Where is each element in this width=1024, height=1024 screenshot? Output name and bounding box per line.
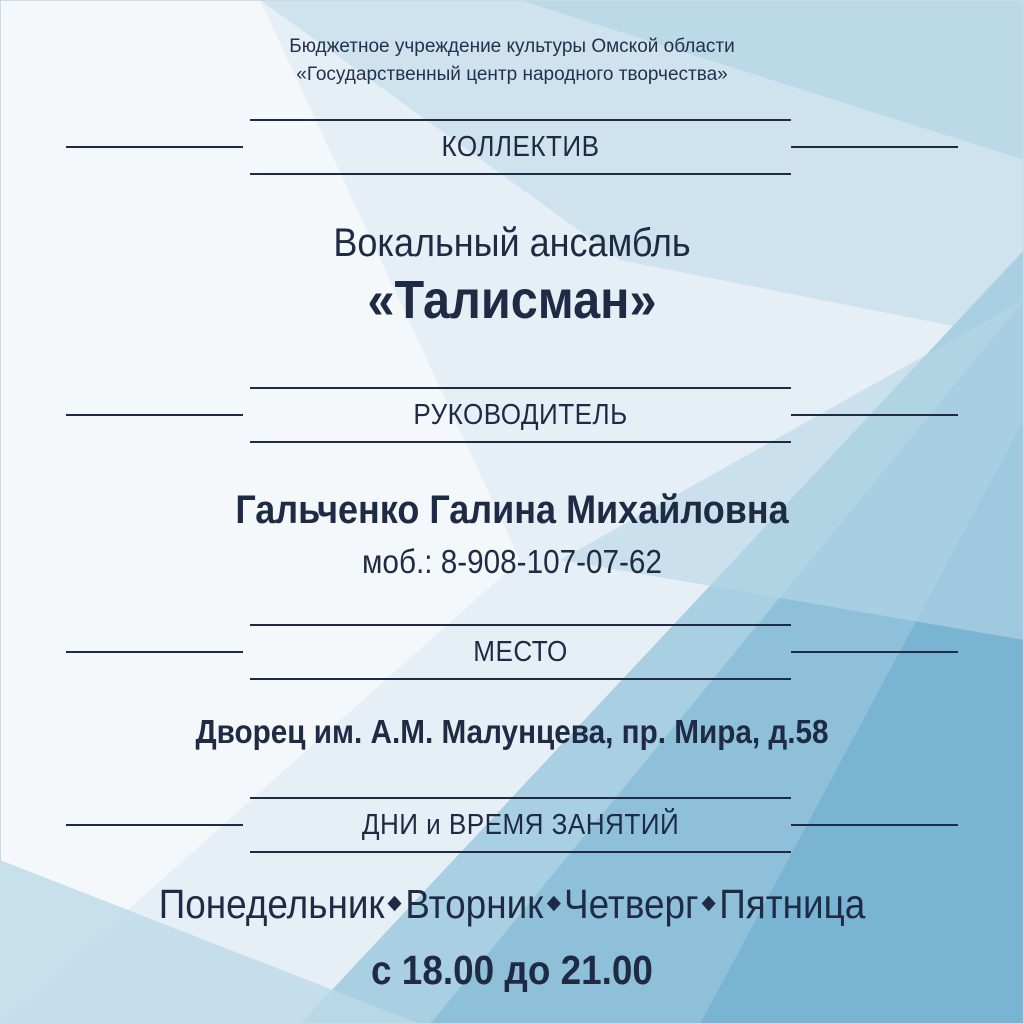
diamond-icon [702,895,716,911]
divider-line [791,146,958,148]
section-title: КОЛЛЕКТИВ [441,131,600,163]
day-label: Вторник [405,881,544,927]
day-label: Понедельник [158,881,385,927]
day-label: Пятница [719,881,866,927]
section-title: РУКОВОДИТЕЛЬ [413,399,628,431]
divider-line [250,797,791,799]
organization-line-2: «Государственный центр народного творчества» [296,64,728,85]
section-header-schedule [0,795,1024,855]
divider-line [250,851,791,853]
divider-line [791,414,958,416]
divider-line [250,387,791,389]
divider-line [791,651,958,653]
ensemble-type: Вокальный ансамбль [333,221,691,265]
leader-name: Гальченко Галина Михайловна [235,488,789,532]
divider-line [250,119,791,121]
section-header-leader [0,385,1024,445]
place-address: Дворец им. А.М. Малунцева, пр. Мира, д.58 [195,713,829,750]
divider-line [66,651,243,653]
schedule-days [51,876,973,932]
diamond-icon [547,895,561,911]
divider-line [250,441,791,443]
divider-line [66,414,243,416]
ensemble-name: «Талисман» [367,270,657,330]
day-label: Четверг [564,881,699,927]
section-header-place [0,622,1024,682]
divider-line [66,824,243,826]
divider-line [791,824,958,826]
divider-line [66,146,243,148]
diamond-icon [388,895,402,911]
leader-phone: моб.: 8-908-107-07-62 [362,543,662,580]
section-header-collective [0,117,1024,177]
organization-line-1: Бюджетное учреждение культуры Омской области [289,36,735,57]
divider-line [250,173,791,175]
divider-line [250,624,791,626]
divider-line [250,678,791,680]
section-title: ДНИ и ВРЕМЯ ЗАНЯТИЙ [361,809,680,841]
schedule-time: с 18.00 до 21.00 [371,947,653,993]
section-title: МЕСТО [473,636,568,668]
